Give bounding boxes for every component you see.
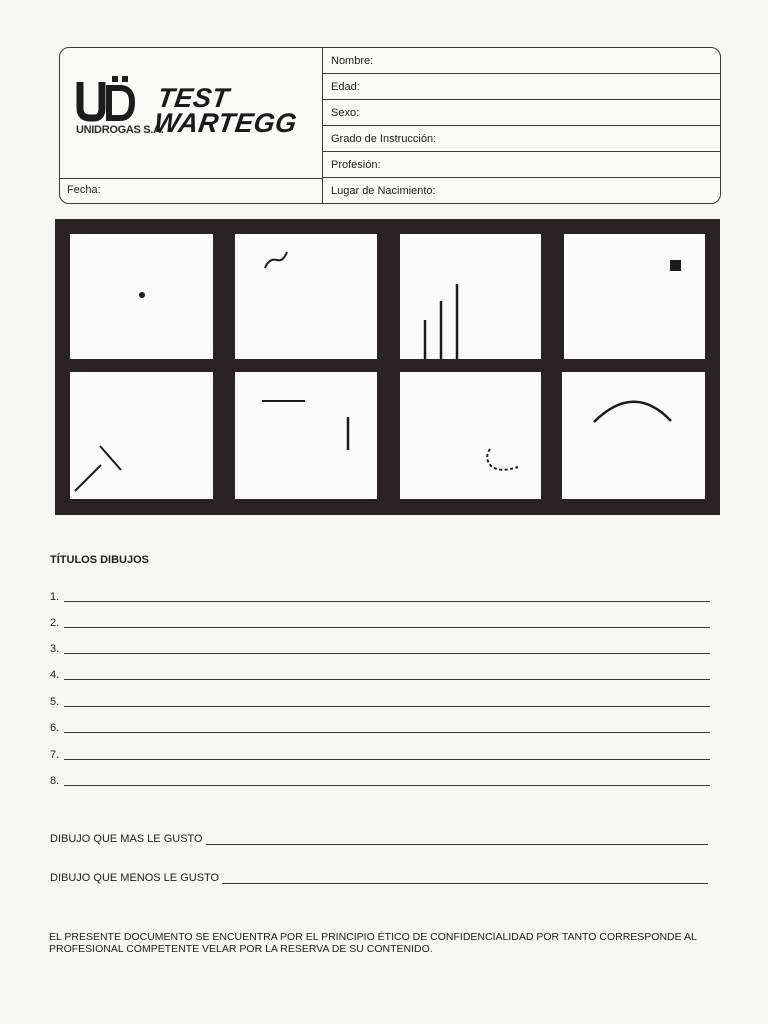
drawing-box-8[interactable] [562,372,705,499]
liked-drawing-line[interactable] [50,833,708,847]
titles-heading: TÍTULOS DIBUJOS [50,554,150,566]
title-line-3[interactable] [50,643,710,657]
title-number: 1. [50,591,60,603]
liked-drawing-label: DIBUJO QUE MAS LE GUSTO [50,833,203,845]
field-profesion[interactable]: Profesión: [323,152,721,178]
dotted-arc-stimulus [400,372,541,499]
field-grado-instruccion[interactable]: Grado de Instrucción: [323,126,721,152]
confidentiality-note: EL PRESENTE DOCUMENTO SE ENCUENTRA POR EL PRINCIPIO ÉTICO DE CONFIDENCIALIDAD POR TANTO CORRESPONDE AL PROFESIONAL COMPETENTE VELAR POR LA RESERVA DE SU CONTENIDO. [49,931,697,955]
drawing-box-2[interactable] [235,234,377,359]
disliked-drawing-label: DIBUJO QUE MENOS LE GUSTO [50,872,220,884]
unid-logo-mark [76,74,144,122]
drawing-box-4[interactable] [564,234,705,359]
title-line-4[interactable] [50,669,710,683]
test-title [152,83,302,138]
title-number: 7. [50,749,60,761]
answer-rule [64,759,710,760]
title-number: 8. [50,775,60,787]
title-line-8[interactable] [50,775,710,789]
title-line-1[interactable] [50,591,710,605]
field-nombre[interactable]: Nombre: [323,48,721,74]
fecha-field[interactable]: Fecha: [60,178,323,204]
square-stimulus [564,234,705,359]
title-number: 2. [50,617,60,629]
answer-rule [64,653,710,654]
field-sexo[interactable]: Sexo: [323,100,721,126]
drawing-grid [55,219,720,515]
title-number: 4. [50,669,60,681]
answer-rule [64,601,710,602]
dot-stimulus [70,234,213,359]
drawing-box-3[interactable] [400,234,541,359]
title-number: 5. [50,696,60,708]
perpendicular-lines-stimulus [235,372,377,499]
test-title-line1: TEST [155,83,231,113]
arc-stimulus [562,372,705,499]
diagonal-lines-stimulus [70,372,213,499]
company-name: UNIDROGAS S.A. [76,124,164,136]
header-box [59,47,721,204]
logo-area [60,48,323,178]
title-line-6[interactable] [50,722,710,736]
drawing-box-5[interactable] [70,372,213,499]
answer-rule [64,679,710,680]
disliked-drawing-line[interactable] [50,872,708,886]
personal-fields [323,48,721,204]
answer-rule [64,732,710,733]
answer-rule [64,627,710,628]
drawing-box-6[interactable] [235,372,377,499]
curve-stimulus [235,234,377,359]
test-title-line2: WARTEGG [152,108,299,138]
answer-rule [64,706,710,707]
title-line-2[interactable] [50,617,710,631]
drawing-box-7[interactable] [400,372,541,499]
field-lugar-nacimiento[interactable]: Lugar de Nacimiento: [331,185,436,197]
title-number: 6. [50,722,60,734]
title-line-5[interactable] [50,696,710,710]
answer-rule [64,785,710,786]
answer-rule [206,844,708,845]
three-lines-stimulus [400,234,541,359]
answer-rule [222,883,708,884]
title-line-7[interactable] [50,749,710,763]
drawing-box-1[interactable] [70,234,213,359]
field-edad[interactable]: Edad: [323,74,721,100]
title-number: 3. [50,643,60,655]
